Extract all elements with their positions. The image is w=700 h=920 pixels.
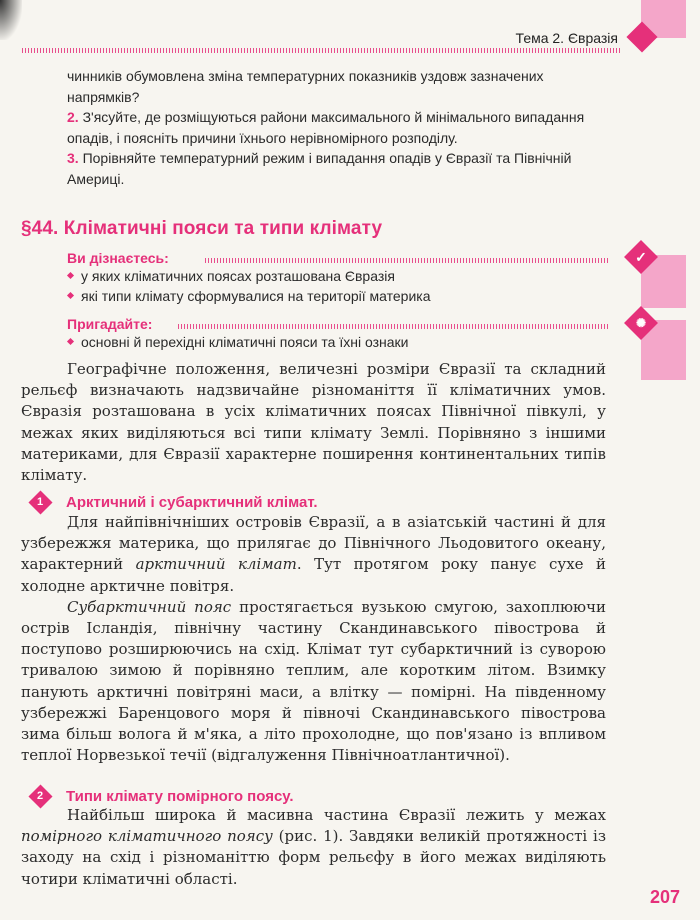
- subsection-2-body: [21, 805, 606, 890]
- subsection-title: Арктичний і субарктичний клімат.: [66, 493, 318, 511]
- page-number: 207: [649, 887, 680, 907]
- recall-heading: Пригадайте:: [67, 316, 153, 332]
- recall-list: [67, 332, 408, 352]
- subsection-title: Типи клімату помірного поясу.: [66, 787, 294, 805]
- learn-list: [67, 266, 431, 306]
- list-item: основні й перехідні кліматичні пояси та їхні ознаки: [67, 332, 408, 352]
- intro-paragraph: [21, 359, 606, 486]
- intro-text: Географічне положення, величезні розміри Євразії та складний рельєф визначають надзвичайне різноманіття її кліматичних умов. Євразія розташована в усіх кліматичних поясах Північної півкулі, у межах яких виділяються всі типи клімату Землі. Порівняно з іншими материками, для Євразії характерне поширення континентальних типів клімату.: [21, 360, 606, 485]
- subsection-1-body: [21, 512, 606, 766]
- paragraph: Субарктичний пояс простягається вузькою смугою, захоплюючи острів Ісландія, північну частину Скандинавського півострова й поступово розширюючись на схід. Клімат тут субарктичний із суворою тривалою зимою й порівняно теплим, але коротким літом. Взимку панують арктичні повітряні маси, а влітку — помірні. На південному узбережжі Баренцового моря й півночі Скандинавського півострова зима більш волога й м'яка, а літо прохолодне, що пов'язано із впливом теплої Норвезької течії (відгалуження Північноатлантичної).: [21, 597, 607, 765]
- page-edge-shadow: [0, 0, 22, 40]
- question-number: 2.: [67, 109, 79, 125]
- question-text: З'ясуйте, де розміщуються райони максимального й мінімального випадання опадів, і поясніть причини їхнього нерівномірного розподілу.: [67, 109, 585, 146]
- number-diamond-icon: 1: [28, 490, 52, 514]
- question-3: [67, 148, 612, 189]
- learn-marker: [624, 240, 658, 274]
- question-text: Порівняйте температурний режим і випадання опадів у Євразії та Північній Америці.: [67, 150, 572, 187]
- paragraph: Найбільш широка й масивна частина Євразії лежить у межах помірного кліматичного поясу (рис. 1). Завдяки великій протяжності із заходу на схід і різноманіттю форм рельєфу в його межах виділяють чотири кліматичні області.: [21, 806, 606, 888]
- section-title: §44. Кліматичні пояси та типи клімату: [21, 218, 383, 239]
- paragraph: Для найпівнічніших островів Євразії, а в азіатській частині й для узбережжя материка, що прилягає до Північного Льодовитого океану, характерний арктичний клімат. Тут протягом року панує сухе й холодне арктичне повітря.: [21, 513, 606, 595]
- learn-dotted-rule: [205, 258, 610, 263]
- subsection-1-heading: [28, 490, 318, 514]
- question-number: 3.: [67, 150, 79, 166]
- header-dotted-rule: [22, 48, 622, 53]
- number-diamond-icon: 2: [28, 784, 52, 808]
- recall-dotted-rule: [178, 324, 610, 329]
- list-item: у яких кліматичних поясах розташована Євразія: [67, 266, 431, 286]
- lightbulb-icon: ✺: [635, 316, 647, 330]
- list-item: які типи клімату сформувалися на території материка: [67, 286, 431, 306]
- learn-heading: Ви дізнаєтесь:: [67, 250, 169, 266]
- recall-marker: [624, 306, 658, 340]
- question-2: [67, 107, 612, 148]
- chapter-header-title: Тема 2. Євразія: [515, 30, 618, 46]
- question-1-continuation: чинників обумовлена зміна температурних показників уздовж зазначених напрямків?: [67, 68, 544, 105]
- checkmark-icon: ✓: [635, 249, 647, 265]
